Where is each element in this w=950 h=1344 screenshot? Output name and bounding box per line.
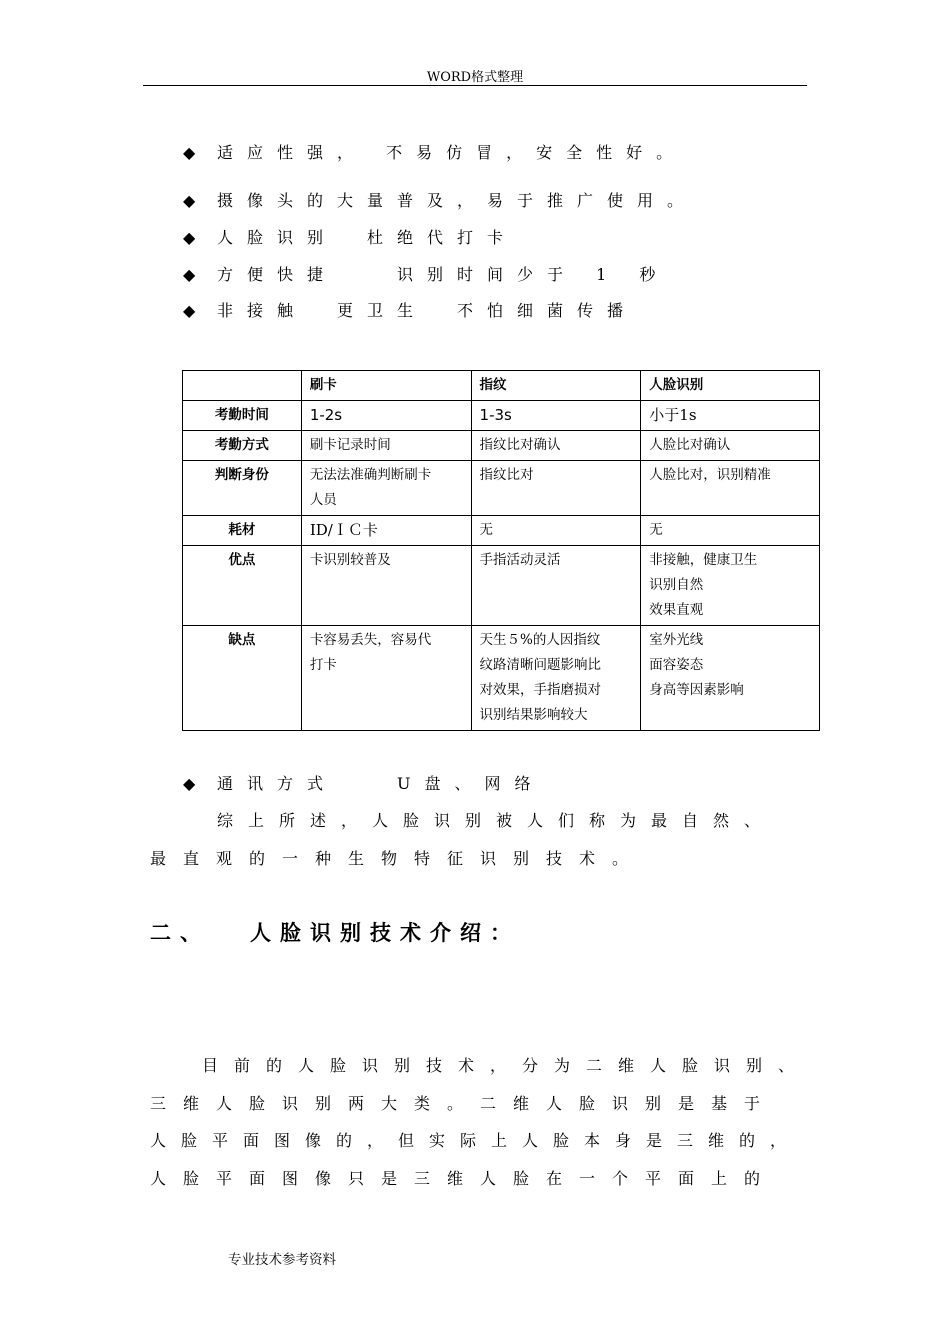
table-cell: ID/ＩＣ卡 [301, 516, 471, 546]
bullet-item [183, 140, 686, 163]
table-cell: 1-2s [301, 401, 471, 431]
body-line: 人脸平面图像的，但实际上人脸本身是三维的， [150, 1131, 802, 1150]
table-cell: 卡识别较普及 [301, 546, 471, 626]
diamond-bullet-icon: ◆ [183, 228, 196, 247]
table-cell: 室外光线 面容姿态 身高等因素影响 [641, 626, 820, 731]
column-header: 人脸识别 [641, 371, 820, 401]
table-cell: 手指活动灵活 [471, 546, 641, 626]
row-header: 缺点 [183, 626, 302, 731]
table-row [183, 401, 820, 431]
table-cell: 人脸比对，识别精准 [641, 461, 820, 516]
table-cell: 无 [471, 516, 641, 546]
table-row [183, 626, 820, 731]
section-number: 二、 [150, 920, 210, 945]
table-cell: 卡容易丢失，容易代 打卡 [301, 626, 471, 731]
diamond-bullet-icon: ◆ [183, 265, 196, 284]
footer-text: 专业技术参考资料 [228, 1252, 336, 1268]
summary-line: 综上所述，人脸识别被人们称为最自然、 [217, 811, 776, 830]
diamond-bullet-icon: ◆ [183, 191, 196, 210]
diamond-bullet-icon: ◆ [183, 774, 196, 793]
bullet-text: 人脸识别 杜绝代打卡 [217, 228, 518, 247]
bullet-item [183, 225, 517, 248]
bullet-item [183, 771, 545, 794]
header-title: WORD格式整理 [426, 70, 524, 85]
table-header-row [183, 371, 820, 401]
bullet-item [183, 262, 669, 285]
table-cell: 刷卡记录时间 [301, 431, 471, 461]
table-cell: 小于1s [641, 401, 820, 431]
header-divider [143, 85, 807, 86]
body-line: 人脸平面图像只是三维人脸在一个平面上的 [150, 1169, 778, 1188]
table-row [183, 516, 820, 546]
row-header: 耗材 [183, 516, 302, 546]
row-header: 判断身份 [183, 461, 302, 516]
diamond-bullet-icon: ◆ [183, 301, 196, 320]
diamond-bullet-icon: ◆ [183, 143, 196, 162]
bullet-text: 摄像头的大量普及，易于推广使用。 [217, 191, 698, 210]
table-cell: 天生５%的人因指纹 纹路清晰问题影响比 对效果，手指磨损对 识别结果影响较大 [471, 626, 641, 731]
bullet-item [183, 298, 637, 321]
table-row [183, 546, 820, 626]
table-cell: 人脸比对确认 [641, 431, 820, 461]
body-line: 三维人脸识别两大类。二维人脸识别是基于 [150, 1094, 778, 1113]
column-header: 指纹 [471, 371, 641, 401]
bullet-text: 适应性强， 不易仿冒，安全性好。 [217, 143, 687, 162]
table-cell: 无法法准确判断刷卡 人员 [301, 461, 471, 516]
bullet-item [183, 188, 697, 211]
table-cell: 无 [641, 516, 820, 546]
bullet-text: 通讯方式 U盘、网络 [217, 774, 545, 793]
comparison-table [182, 370, 820, 731]
table-cell: 指纹比对确认 [471, 431, 641, 461]
table-cell: 1-3s [471, 401, 641, 431]
body-line: 目前的人脸识别技术，分为二维人脸识别、 [202, 1056, 811, 1075]
section-title: 人脸识别技术介绍： [250, 920, 520, 945]
table-corner-cell [183, 371, 302, 401]
table-row [183, 461, 820, 516]
bullet-text: 非接触 更卫生 不怕细菌传播 [217, 301, 638, 320]
table-row [183, 431, 820, 461]
column-header: 刷卡 [301, 371, 471, 401]
row-header: 考勤方式 [183, 431, 302, 461]
row-header: 考勤时间 [183, 401, 302, 431]
bullet-text: 方便快捷 识别时间少于 1 秒 [217, 265, 670, 284]
table-cell: 非接触，健康卫生 识别自然 效果直观 [641, 546, 820, 626]
summary-line: 最直观的一种生物特征识别技术。 [150, 849, 646, 868]
row-header: 优点 [183, 546, 302, 626]
table-cell: 指纹比对 [471, 461, 641, 516]
section-heading [150, 917, 520, 947]
